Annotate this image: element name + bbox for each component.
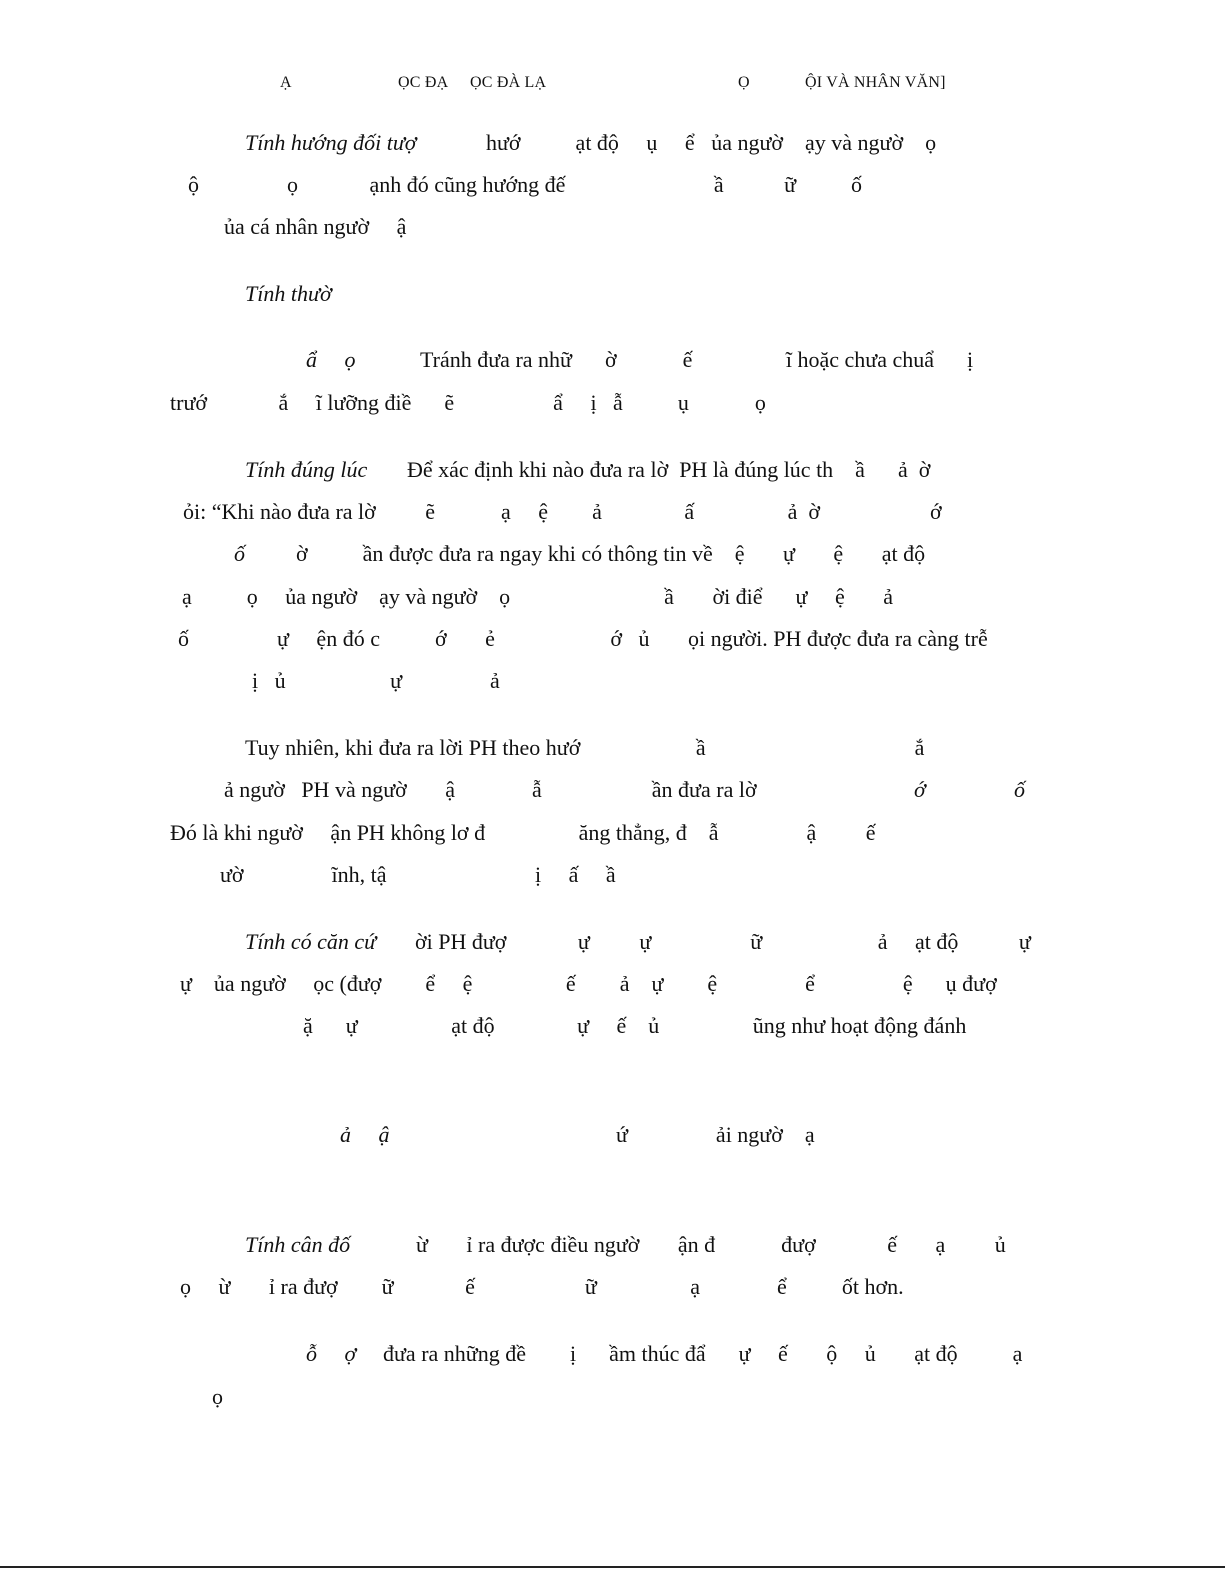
term-heading: Tính đúng lúc: [245, 457, 368, 482]
term-heading: Tính cân đố: [245, 1232, 351, 1257]
header-segment: ỌC ĐÀ LẠ: [470, 74, 547, 91]
term-heading: Tính có căn cứ: [245, 929, 377, 954]
italic-fragment: ớ: [914, 777, 926, 802]
term-heading: ả ậ: [340, 1122, 390, 1147]
term-heading: Tính thườ: [245, 281, 332, 306]
text-line: Tránh đưa ra nhữ ờ ế ĩ hoặc chưa chuẩ ị: [420, 347, 974, 372]
text-line: trướ ắ ĩ lưỡng điề ẽ ẩ ị ẫ ụ ọ: [170, 390, 766, 415]
text-line: ả ngườ PH và ngườ ậ ẫ ần đưa ra lờ: [224, 777, 757, 802]
text-line: ự ủa ngườ ọc (đượ ể ệ ế ả ự ệ ể ệ ụ đượ: [180, 971, 997, 996]
term-heading: ẩ ọ: [306, 347, 356, 372]
text-line: ặ ự ạt độ ự ế ủ ũng như hoạt động đánh: [303, 1013, 967, 1038]
text-line: ờ ần được đưa ra ngay khi có thông tin về ệ ự ệ ạt độ: [296, 541, 926, 566]
text-line: đưa ra những đề ị ầm thúc đẩ ự ế ộ ủ ạt độ ạ: [383, 1341, 1023, 1366]
text-line: hướ ạt độ ụ ể ủa ngườ ạy và ngườ ọ: [486, 130, 937, 155]
text-line: ời PH đượ ự ự ữ ả ạt độ ự: [415, 929, 1031, 954]
text-line: ủa cá nhân ngườ ậ: [224, 214, 407, 239]
text-line: ọ: [212, 1384, 223, 1409]
text-line: ườ ĩnh, tậ ị ấ ầ: [220, 862, 616, 887]
header-segment: ỌC ĐẠ: [398, 74, 449, 91]
text-line: ị ủ ự ả: [252, 668, 500, 693]
italic-fragment: ố: [234, 541, 245, 566]
text-line: ọ ừ ỉ ra đượ ữ ế ữ ạ ể ốt hơn.: [180, 1274, 904, 1299]
header-segment: ỘI VÀ NHÂN VĂN]: [805, 74, 946, 91]
text-line: ộ ọ ạnh đó cũng hướng đế ầ ữ ố: [188, 172, 863, 197]
text-line: Đó là khi ngườ ận PH không lơ đ ăng thẳng, đ ẫ ậ ế: [170, 820, 876, 845]
text-line: ừ ỉ ra được điều ngườ ận đ đượ ế ạ ủ: [416, 1232, 1006, 1257]
term-heading: ỗ ợ: [306, 1341, 357, 1366]
text-line: ỏi: “Khi nào đưa ra lờ ẽ ạ ệ ả ấ ả ờ ớ: [183, 499, 942, 524]
text-line: ố ự ện đó c ớ ẻ ớ ủ ọi người. PH được đưa ra càng trễ: [178, 626, 988, 651]
italic-fragment: ố: [1014, 777, 1025, 802]
header-segment: Ạ: [280, 74, 292, 91]
text-line: Tuy nhiên, khi đưa ra lời PH theo hướ ầ ắ: [245, 735, 925, 760]
footer-rule: [0, 1566, 1225, 1568]
header-segment: Ọ: [738, 74, 750, 91]
text-line: Để xác định khi nào đưa ra lờ PH là đúng lúc th ầ ả ờ: [407, 457, 931, 482]
text-line: ứ ải ngườ ạ: [616, 1122, 815, 1147]
term-heading: Tính hướng đối tượ: [245, 130, 417, 155]
text-line: ạ ọ ủa ngườ ạy và ngườ ọ ầ ời điể ự ệ ả: [182, 584, 894, 609]
